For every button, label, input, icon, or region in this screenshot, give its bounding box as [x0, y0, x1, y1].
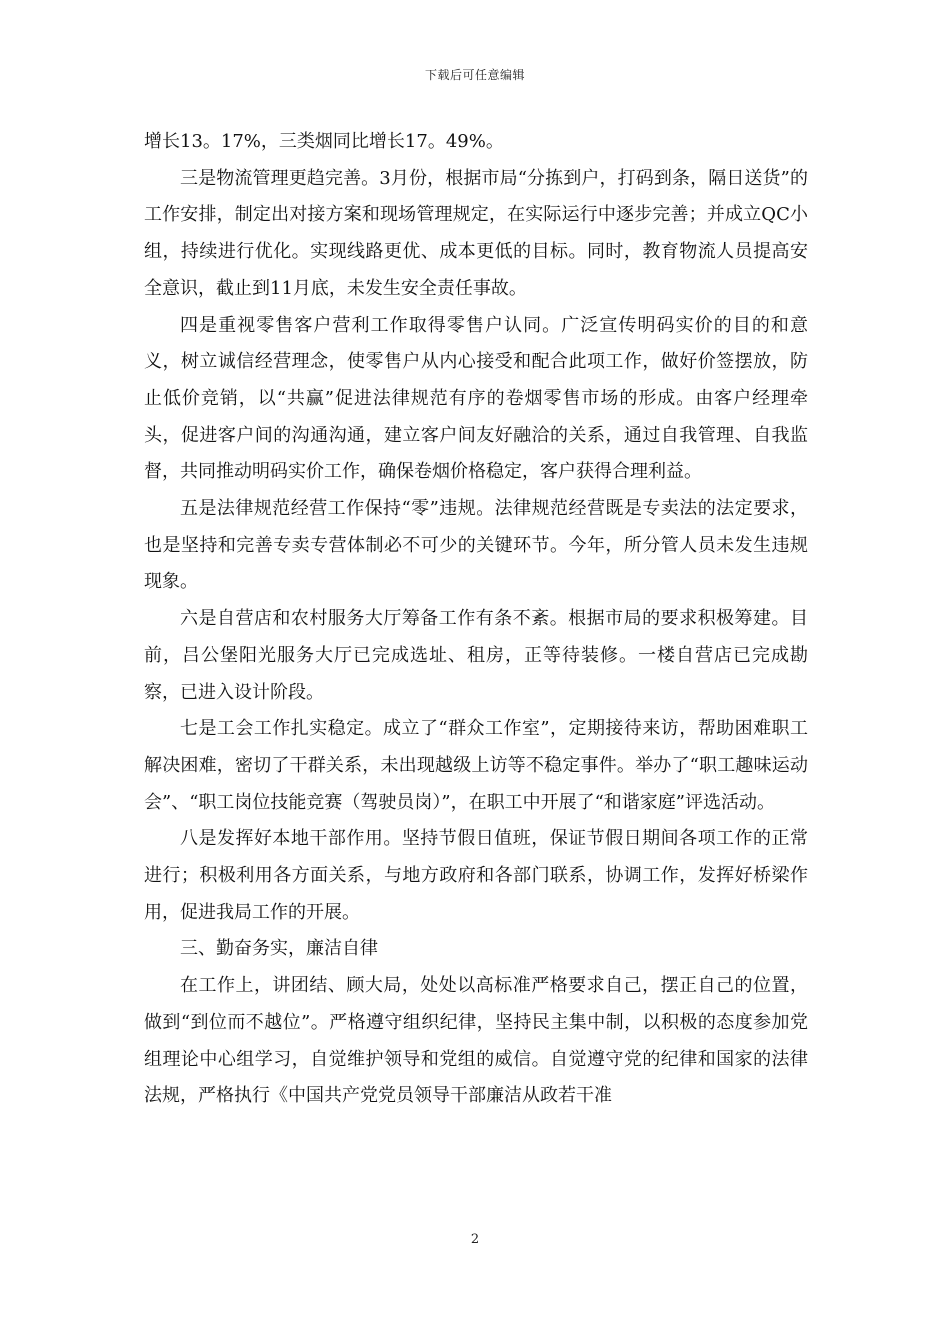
paragraph-legal-compliance: 五是法律规范经营工作保持“零”违规。法律规范经营既是专卖法的法定要求，也是坚持和完善专卖专营体制必不可少的关键环节。今年，所分管人员未发生违规现象。: [144, 498, 808, 593]
paragraph-continuation: 增长13。17%，三类烟同比增长17。49%。: [144, 131, 504, 152]
section-heading: 三、勤奋务实，廉洁自律: [180, 938, 378, 960]
paragraph-retail-customers: 四是重视零售客户营利工作取得零售户认同。广泛宣传明码实价的目的和意义，树立诚信经营理念，使零售户从内心接受和配合此项工作，做好价签摆放，防止低价竞销，以“共赢”促进法律规范有序的卷烟零售市场的形成。由客户经理牵头，促进客户间的沟通沟通，建立客户间友好融洽的关系，通过自我管理、自我监督，共同推动明码实价工作，确保卷烟价格稳定，客户获得合理利益。: [144, 314, 808, 483]
paragraph-self-discipline: 在工作上，讲团结、顾大局，处处以高标准严格要求自己，摆正自己的位置，做到“到位而不越位”。严格遵守组织纪律，坚持民主集中制，以积极的态度参加党组理论中心组学习，自觉维护领导和党组的威信。自觉遵守党的纪律和国家的法律法规，严格执行《中国共产党党员领导干部廉洁从政若干准: [144, 975, 808, 1107]
paragraph-local-cadres: 八是发挥好本地干部作用。坚持节假日值班，保证节假日期间各项工作的正常进行；积极利用各方面关系，与地方政府和各部门联系，协调工作，发挥好桥梁作用，促进我局工作的开展。: [144, 828, 808, 923]
page-header: 下载后可任意编辑: [424, 68, 525, 82]
paragraph-service-hall: 六是自营店和农村服务大厅筹备工作有条不紊。根据市局的要求积极筹建。目前，吕公堡阳光服务大厅已完成选址、租房，正等待装修。一楼自营店已完成勘察，已进入设计阶段。: [144, 608, 808, 703]
paragraph-logistics: 三是物流管理更趋完善。3月份，根据市局“分拣到户，打码到条，隔日送货”的工作安排，制定出对接方案和现场管理规定，在实际运行中逐步完善；并成立QC小组，持续进行优化。实现线路更优、成本更低的目标。同时，教育物流人员提高安全意识，截止到11月底，未发生安全责任事故。: [144, 167, 808, 299]
paragraph-union-work: 七是工会工作扎实稳定。成立了“群众工作室”，定期接待来访，帮助困难职工解决困难，密切了干群关系，未出现越级上访等不稳定事件。举办了“职工趣味运动会”、“职工岗位技能竞赛（驾驶员岗）”，在职工中开展了“和谐家庭”评选活动。: [144, 718, 808, 813]
page-number: 2: [470, 1232, 480, 1247]
document-body: [144, 124, 808, 1115]
